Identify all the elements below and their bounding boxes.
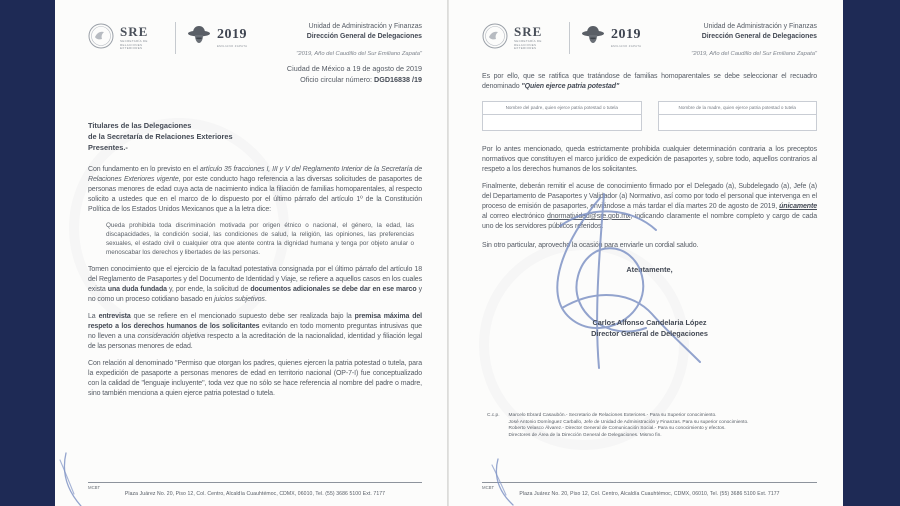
- division-line: Dirección General de Delegaciones: [701, 33, 817, 41]
- zapata-2019-icon: [581, 25, 605, 52]
- sre-caption: SECRETARÍA DE RELACIONES EXTERIORES: [514, 38, 542, 51]
- paragraph-despedida: Sin otro particular, aprovecho la ocasión para enviarle un cordial saludo.: [482, 241, 699, 249]
- constitutional-quote: Queda prohibida toda discriminación motivada por origen étnico o nacional, el género, la edad, las discapacidades, la condición social, las condiciones de salud, la religión, las opiniones, las preferencias sexuales, el estado civil o cualquier otra que atente contra la dignidad humana y tenga por objeto anular o menoscabar los derechos y libertades de las personas.: [106, 222, 414, 256]
- letter-page-1: [55, 0, 448, 506]
- signer-title: Director General de Delegaciones: [591, 328, 708, 338]
- ccp-line: José Antonio Domínguez Carballo, Jefe de Unidad de Administración y Finanzas. Para su superior conocimiento.: [508, 419, 749, 425]
- year-logotype-block: [611, 28, 641, 48]
- motto-line: "2019, Año del Caudillo del Sur Emiliano Zapata": [296, 50, 422, 57]
- logo-group: [482, 22, 641, 54]
- year-logotype: 2019: [217, 27, 247, 42]
- paragraph-entrevista: La entrevista que se refiere en el mencionado supuesto debe ser realizada bajo la premisa máxima del respeto a los derechos humanos de los solicitantes evitando en todo momento preguntas intrusivas que no lleven a una consideración objetiva respecto a la acreditación de la nacionalidad, identidad y filiación legal de las personas menores de edad.: [88, 312, 423, 350]
- box-field: [483, 115, 641, 130]
- box-label: Nombre del padre, quien ejerce patria potestad o tutela: [483, 102, 641, 115]
- addressee-line: Presentes.-: [88, 143, 128, 153]
- department-block: [691, 22, 817, 58]
- footer-initials: MCBT: [482, 485, 495, 490]
- pen-mark: [57, 452, 87, 506]
- date-line: Ciudad de México a 19 de agosto de 2019: [286, 64, 422, 74]
- addressee-block: [88, 120, 422, 153]
- sre-caption: SECRETARÍA DE RELACIONES EXTERIORES: [120, 38, 148, 51]
- page-footer: [482, 482, 817, 497]
- signature-block: [482, 318, 817, 340]
- paragraph-fundamento: Con fundamento en lo previsto en el artículo 35 fracciones I, III y V del Reglamento Interior de la Secretaría de Relaciones Exteriores vigente, por este conducto hago referencia a las diversas solicitudes de pasaportes de personas menores de edad cuya acta de nacimiento indica la filiación de familias homoparentales, al respecto solicito a ustedes que en el marco de lo dispuesto por el último párrafo del artículo 1º de la Constitución Política de los Estados Unidos Mexicanos que a la letra dice:: [88, 166, 423, 214]
- unit-line: Unidad de Administración y Finanzas: [703, 23, 817, 30]
- paragraph-permiso: Con relación al denominado "Permiso que otorgan los padres, quienes ejercen la patria potestad o tutela, para la expedición de pasaporte a personas menores de edad en territorio nacional (OP-7-I) fue conceptualizado con la calidad de "lenguaje incluyente", toda vez que no sólo se hace referencia al nombre del padre o madre, sino también menciona a quien ejerce patria potestad o tutela.: [88, 359, 422, 397]
- ccp-line: Roberto Velasco Álvarez.- Director General de Comunicación Social.- Para su conocimiento y efectos.: [508, 426, 726, 432]
- closing-line: Atentamente,: [626, 264, 673, 274]
- paragraph-finalmente: Finalmente, deberán remitir el acuse de conocimiento firmado por el Delegado (a), Subdelegado (a), Jefe (a) del Departamento de Pasaportes y Validador (a) Normativo, así como por todo el personal que intervenga en el proceso de emisión de pasaportes, enviándose a más tardar el día martes 20 de agosto de 2019, únicamente al correo electrónico dnormatividad@sre.gob.mx, indicando claramente el nombre completo y cargo de cada uno de los servidores públicos referidos.: [482, 182, 817, 230]
- letter-page-2: [448, 0, 843, 506]
- box-label: Nombre de la madre, quien ejerce patria potestad o tutela: [659, 102, 817, 115]
- ccp-label: C.c.p.: [487, 413, 500, 418]
- sre-emblem-icon: [482, 23, 508, 54]
- father-name-box: [482, 101, 642, 131]
- ccp-block: [487, 413, 817, 440]
- paragraph-ratifica: Es por ello, que se ratifica que tratándose de familias homoparentales se debe seleccionar el recuadro denominado "Quien ejerce patria potestad": [482, 73, 817, 91]
- date-block: [88, 64, 422, 86]
- logo-group: [88, 22, 247, 54]
- paragraph-tomen: Tomen conocimiento que el ejercicio de la facultad potestativa consignada por el último párrafo del artículo 18 del Reglamento de Pasaportes y del Documento de Identidad y Viaje, se refiere a aquellos casos en los cuales exista una duda fundada y, por ende, la solicitud de documentos adicionales se debe dar en ese marco y no como un proceso cotidiano basado en juicios subjetivos.: [88, 265, 422, 303]
- sre-logotype-block: [120, 25, 164, 51]
- footer-initials: MCBT: [88, 485, 101, 490]
- signature-scribble: [504, 192, 704, 375]
- year-logotype: 2019: [611, 27, 641, 42]
- addressee-line: Titulares de las Delegaciones: [88, 121, 192, 130]
- page-header: [482, 22, 817, 58]
- footer-address: Plaza Juárez No. 20, Piso 12, Col. Centro, Alcaldía Cuauhtémoc, CDMX, 06010, Tel. (55) 3686 5100 Ext. 7177: [124, 491, 386, 497]
- division-line: Dirección General de Delegaciones: [306, 33, 422, 41]
- addressee-line: de la Secretaría de Relaciones Exteriores: [88, 132, 233, 142]
- footer-address: Plaza Juárez No. 20, Piso 12, Col. Centro, Alcaldía Cuauhtémoc, CDMX, 06010, Tel. (55) 3686 5100 Ext. 7177: [519, 491, 780, 497]
- name-boxes: [482, 101, 817, 131]
- ccp-line: Marcelo Ebrard Casaubón.- Secretario de Relaciones Exteriores.- Para su Superior conocimiento.: [508, 413, 717, 418]
- oficio-number: DGD16838 /19: [374, 75, 422, 85]
- sre-logotype: SRE: [514, 23, 543, 39]
- page-footer: [88, 482, 422, 497]
- email-text: dnormatividad@sre.gob.mx: [547, 212, 631, 220]
- sre-emblem-icon: [88, 23, 114, 54]
- year-caption: EMILIANO ZAPATA: [217, 44, 248, 48]
- pen-mark: [489, 458, 519, 506]
- ccp-lines: [509, 413, 749, 440]
- oficio-line: Oficio circular número: DGD16838 /19: [300, 75, 422, 85]
- footer-rule: [88, 482, 422, 483]
- ccp-line: Directores de Área de la Dirección General de Delegaciones. Mismo fin.: [508, 433, 662, 439]
- zapata-2019-icon: [187, 25, 211, 52]
- sre-logotype-block: [514, 25, 558, 51]
- paragraph-prohibicion: Por lo antes mencionado, queda estrictamente prohibida cualquier determinación contraria a los preceptos normativos que constituyen el marco jurídico de expedición de pasaportes y, sobre todo, aquellos contrarios al respeto a los derechos humanos de los solicitantes.: [482, 145, 817, 173]
- unit-line: Unidad de Administración y Finanzas: [308, 23, 422, 30]
- footer-rule: [482, 482, 817, 483]
- box-field: [659, 115, 817, 130]
- motto-line: "2019, Año del Caudillo del Sur Emiliano Zapata": [691, 50, 817, 57]
- year-caption: EMILIANO ZAPATA: [611, 44, 642, 48]
- year-logotype-block: [217, 28, 247, 48]
- logo-divider: [569, 22, 570, 54]
- logo-divider: [175, 22, 176, 54]
- sre-logotype: SRE: [120, 23, 149, 39]
- page-header: [88, 22, 422, 58]
- department-block: [296, 22, 422, 58]
- signer-name: Carlos Alfonso Candelaria López: [592, 317, 707, 327]
- mother-name-box: [658, 101, 818, 131]
